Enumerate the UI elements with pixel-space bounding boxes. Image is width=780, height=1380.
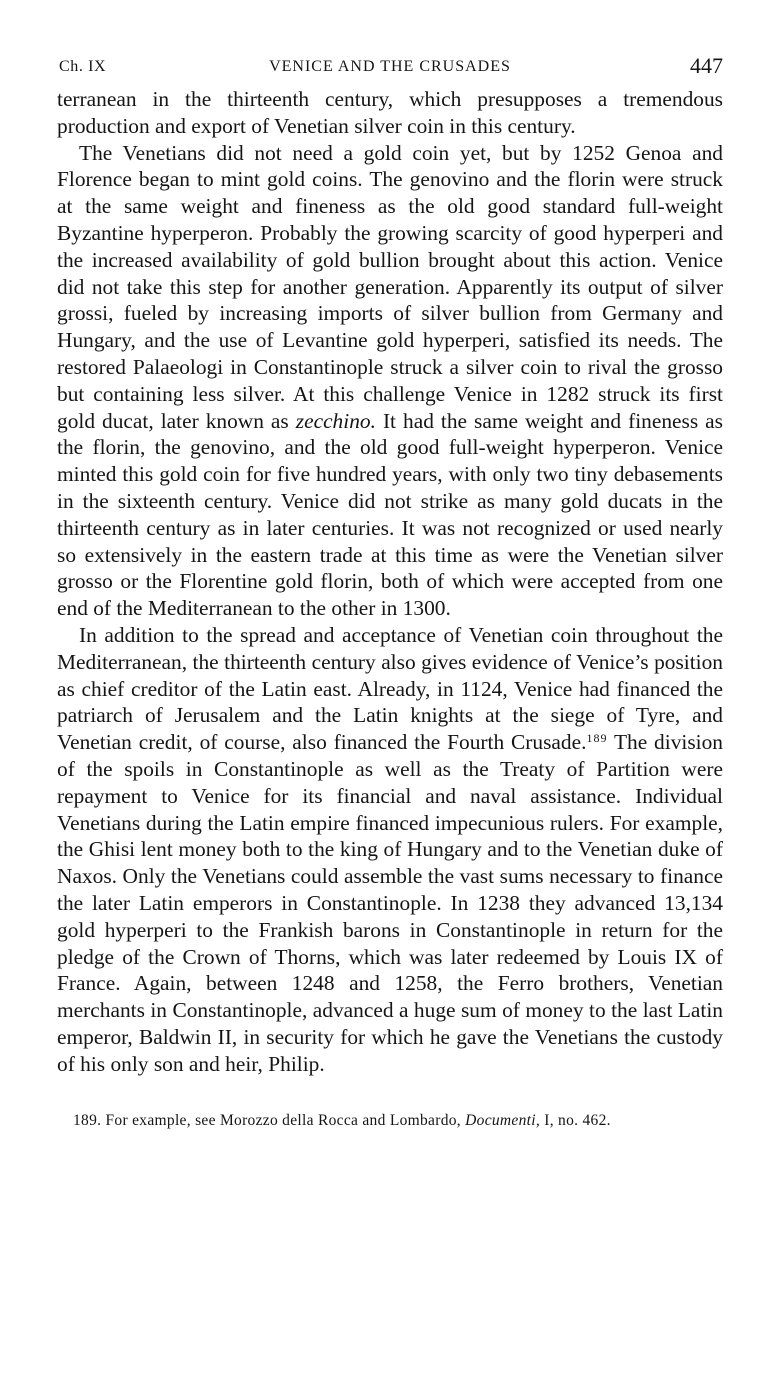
book-page <box>57 50 723 1131</box>
running-title: VENICE AND THE CRUSADES <box>269 58 511 75</box>
paragraph-text: In addition to the spread and acceptance of Venetian coin throughout the Mediterranean, the thirteenth century also gives evidence of Venice’s position as chief creditor of the Latin east. Already, in 1124, Venice had financed the patriarch of Jerusalem and the Latin knights at the siege of Tyre, and Venetian credit, of course, also financed the Fourth Crusade. <box>57 622 723 755</box>
italic-term: zecchino. <box>295 408 376 433</box>
footnote-reference[interactable]: 189 <box>586 731 608 746</box>
paragraph-gold-coin <box>57 140 723 622</box>
footnotes <box>57 1111 723 1131</box>
footnote-text: For example, see Morozzo della Rocca and Lombardo, <box>105 1112 461 1130</box>
footnote-text: I, no. 462. <box>544 1112 611 1130</box>
body-text <box>57 86 723 1077</box>
footnote-italic-title: Documenti, <box>465 1112 541 1130</box>
paragraph-text: The division of the spoils in Constantinople as well as the Treaty of Partition were repayment to Venice for its financial and naval assistance. Individual Venetians during the Latin empire financed impecunious rulers. For example, the Ghisi lent money both to the king of Hungary and to the Venetian duke of Naxos. Only the Venetians could assemble the vast sums necessary to finance the later Latin emperors in Constantinople. In 1238 they advanced 13,134 gold hyperperi to the Frankish barons in Constantinople in return for the pledge of the Crown of Thorns, which was later redeemed by Louis IX of France. Again, between 1248 and 1258, the Ferro brothers, Venetian merchants in Constantinople, advanced a huge sum of money to the last Latin emperor, Baldwin II, in security for which he gave the Venetians the custody of his only son and heir, Philip. <box>57 730 723 1076</box>
footnote-number: 189. <box>73 1112 102 1130</box>
running-header <box>57 50 723 86</box>
paragraph-continued <box>57 86 723 140</box>
chapter-label: Ch. IX <box>59 58 107 75</box>
page-number: 447 <box>690 53 723 78</box>
footnote-189 <box>73 1111 723 1131</box>
paragraph-text: terranean in the thirteenth century, which presupposes a tremendous production and export of Venetian silver coin in this century. <box>57 87 723 138</box>
paragraph-text: It had the same weight and fineness as the florin, the genovino, and the old good full-weight hyperperon. Venice minted this gold coin for five hundred years, with only two tiny debasements in the sixteenth century. Venice did not strike as many gold ducats in the thirteenth century as in later centuries. It was not recognized or used nearly so extensively in the eastern trade at this time as were the Venetian silver grosso or the Florentine gold florin, both of which were accepted from one end of the Mediterranean to the other in 1300. <box>57 408 723 621</box>
paragraph-text: The Venetians did not need a gold coin yet, but by 1252 Genoa and Florence began to mint gold coins. The genovino and the florin were struck at the same weight and fineness as the old good standard full-weight Byzantine hyperperon. Probably the growing scarcity of good hyperperi and the increased availability of gold bullion brought about this action. Venice did not take this step for another generation. Apparently its output of silver grossi, fueled by increasing imports of silver bullion from Germany and Hungary, and the use of Levantine gold hyperperi, satisfied its needs. The restored Palaeologi in Constantinople struck a silver coin to rival the grosso but containing less silver. At this challenge Venice in 1282 struck its first gold ducat, later known as <box>57 140 723 433</box>
paragraph-creditor <box>57 622 723 1078</box>
